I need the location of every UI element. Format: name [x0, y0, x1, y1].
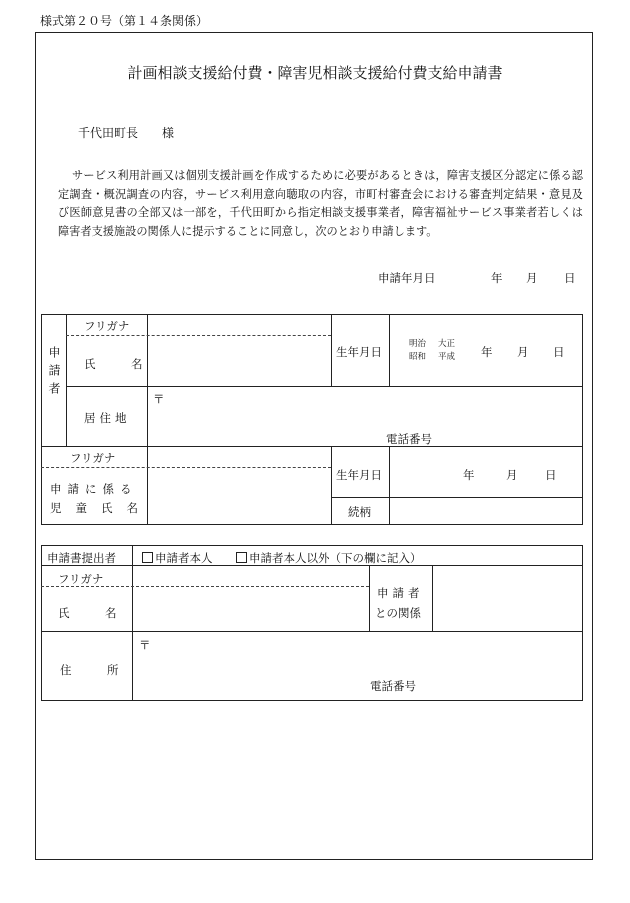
child-name-label-line2: 児童氏名 — [50, 501, 152, 515]
application-date-label: 申請年月日 — [378, 271, 436, 285]
page-title: 計画相談支援給付費・障害児相談支援給付費支給申請書 — [127, 64, 503, 82]
applicant-name-field[interactable] — [148, 336, 330, 385]
submitter-relation-label-line1: 申請者 — [377, 586, 424, 600]
applicant-name-label: 氏 名 — [84, 357, 155, 371]
consent-text: サービス利用計画又は個別支援計画を作成するために必要があるときは，障害支援区分認定に係る認定調査・概況調査の内容，サービス利用意向聴取の内容，市町村審査会における審査判定結果・意見及び医師意見書の全部又は一部を，千代田町から指定相談支援事業者，障害福祉サービス事業者若しくは障害者支援施設の関係人に提示することに同意し，次のとおり申請します。 — [58, 169, 583, 238]
submitter-name-label: 氏 名 — [58, 606, 129, 620]
applicant-address-label: 居住地 — [84, 411, 131, 425]
application-date-month[interactable]: 月 — [526, 271, 538, 285]
child-relationship-label: 続柄 — [348, 505, 371, 519]
child-birthdate-label: 生年月日 — [336, 468, 382, 482]
checkbox-self[interactable] — [142, 552, 153, 563]
applicant-birth-month: 月 — [517, 345, 529, 359]
applicant-birth-year: 年 — [481, 345, 493, 359]
submitter-furigana-field[interactable] — [133, 566, 368, 586]
submitter-option-self[interactable]: 申請者本人 — [142, 550, 213, 566]
era-taisho[interactable]: 大正 — [438, 339, 456, 349]
child-name-label-line1: 申請に係る — [50, 482, 138, 496]
applicant-furigana-field[interactable] — [148, 315, 330, 335]
submitter-option-other[interactable]: 申請者本人以外（下の欄に記入） — [236, 550, 422, 566]
applicant-address-field[interactable] — [148, 387, 582, 445]
applicant-section-label: 申請者 — [47, 346, 61, 400]
submitter-address-label: 住 所 — [60, 663, 131, 677]
submitter-postal-mark: 〒 — [139, 638, 151, 652]
applicant-furigana-label: フリガナ — [84, 319, 130, 333]
child-birth-month: 月 — [506, 468, 518, 482]
submitter-furigana-label: フリガナ — [58, 572, 104, 586]
child-birth-year: 年 — [463, 468, 475, 482]
child-furigana-field[interactable] — [148, 447, 330, 467]
child-furigana-label: フリガナ — [70, 451, 116, 465]
checkbox-other[interactable] — [236, 552, 247, 563]
applicant-birthdate-label: 生年月日 — [336, 345, 382, 359]
child-relationship-field[interactable] — [390, 498, 582, 524]
submitter-name-field[interactable] — [133, 587, 368, 630]
submitter-relation-label-line2: との関係 — [375, 606, 421, 620]
era-showa[interactable]: 昭和 — [409, 352, 427, 362]
submitter-address-field[interactable] — [133, 632, 582, 700]
applicant-birth-day: 日 — [553, 345, 565, 359]
submitter-label: 申請書提出者 — [47, 551, 116, 565]
submitter-relation-field[interactable] — [433, 566, 582, 630]
applicant-phone-label: 電話番号 — [386, 432, 432, 446]
application-date-day[interactable]: 日 — [564, 271, 576, 285]
child-name-field[interactable] — [148, 468, 330, 524]
addressee: 千代田町長 様 — [78, 126, 175, 140]
era-meiji[interactable]: 明治 — [409, 339, 427, 349]
submitter-phone-label: 電話番号 — [370, 679, 416, 693]
era-heisei[interactable]: 平成 — [438, 352, 456, 362]
application-date-year[interactable]: 年 — [491, 271, 503, 285]
form-number: 様式第２０号（第１４条関係） — [40, 14, 209, 28]
child-birth-day: 日 — [545, 468, 557, 482]
applicant-postal-mark: 〒 — [153, 392, 165, 406]
